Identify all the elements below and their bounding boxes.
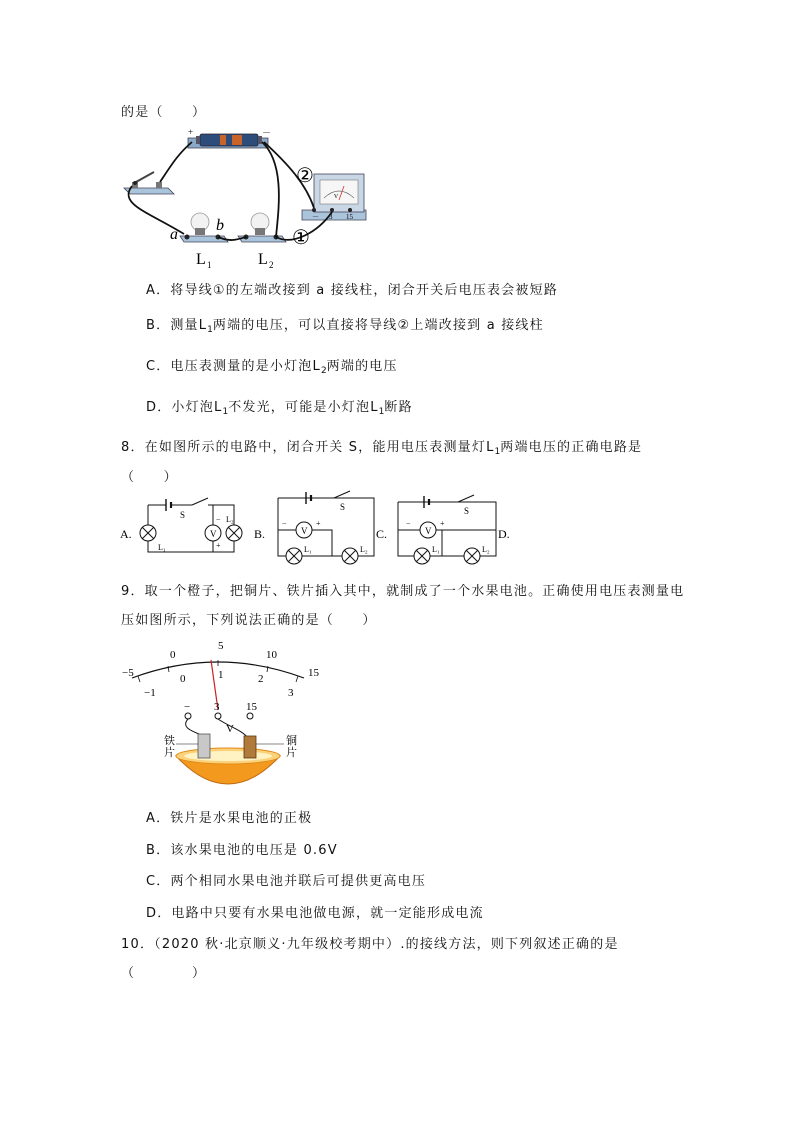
wire-1-label: ① — [292, 227, 310, 249]
q9-option-c: C．两个相同水果电池并联后可提供更高电压 — [146, 874, 427, 889]
lamp-l1-sub: 1 — [207, 260, 212, 270]
q8-blank: （ ） — [121, 470, 178, 485]
q8-c-l2-label: L₂ — [482, 545, 490, 554]
q7-option-c-l: L — [312, 359, 321, 374]
iron-label-top: 铁 — [164, 735, 175, 747]
q7-option-b-l: L — [198, 318, 208, 333]
q9-terminal-3: 3 — [214, 701, 220, 713]
q9-terminal-minus: − — [184, 701, 191, 713]
q8-b-switch-label: S — [340, 502, 346, 512]
q7-option-c — [146, 359, 398, 379]
dial-lower-tick-4: 3 — [288, 687, 294, 699]
q9-meter-letter: V — [226, 723, 234, 735]
q8-label-b: B. — [254, 527, 266, 541]
terminal-minus-post — [185, 713, 191, 719]
q8-b-meter-label: V — [301, 526, 308, 536]
q8-c-minus-label: − — [406, 519, 411, 528]
q8-a-l2-label: L₂ — [226, 515, 234, 524]
dial-upper-tick-1: 0 — [170, 649, 176, 661]
terminal-minus-label: － — [312, 213, 319, 221]
q8-b-l2-label: L₂ — [360, 545, 368, 554]
q10-blank: （ ） — [121, 966, 207, 981]
dial-lower-tick-3: 2 — [258, 673, 264, 685]
lamp-l2-sub: 2 — [269, 260, 274, 270]
q8-circuits-figure — [118, 490, 518, 572]
q7-option-d-pre: D．小灯泡 — [146, 400, 215, 415]
q8-circuits-svg — [118, 490, 518, 572]
q7-option-c-pre: C．电压表测量的是小灯泡 — [146, 359, 313, 374]
q8-label-a: A. — [120, 527, 132, 541]
voltmeter-letter: V — [333, 194, 339, 200]
battery-minus-label: － — [262, 128, 272, 138]
q8-b-l1-label: L₁ — [304, 545, 312, 554]
q9-stem-line2: 压如图所示，下列说法正确的是（ ） — [121, 613, 377, 628]
circuit-a — [140, 498, 242, 552]
q7-option-c-post: 两端的电压 — [326, 359, 398, 374]
q8-a-meter-label: V — [210, 529, 217, 539]
q8-stem-post: 两端电压的正确电路是 — [500, 440, 643, 455]
q7-option-a: A．将导线①的左端改接到 a 接线柱，闭合开关后电压表会被短路 — [146, 283, 558, 298]
dial-lower-tick-2: 1 — [218, 669, 224, 681]
dial-upper-tick-3: 10 — [266, 649, 277, 661]
battery-icon — [188, 134, 268, 148]
copper-label-bottom: 片 — [286, 747, 297, 759]
copper-label-top: 铜 — [286, 735, 297, 747]
q9-wire-left — [186, 719, 204, 736]
q7-option-d-l2: L — [370, 400, 379, 415]
q8-stem-l: L — [486, 440, 495, 455]
dial-lower-tick-1: 0 — [180, 673, 186, 685]
q8-stem — [121, 440, 642, 460]
q8-c-l1-label: L₁ — [432, 545, 440, 554]
q7-option-b-pre: B．测量 — [146, 318, 199, 333]
terminal-b-label: b — [216, 217, 224, 234]
terminal-15-label: 15 — [346, 213, 353, 221]
q7-circuit-figure — [118, 124, 378, 274]
q7-option-c-sub: 2 — [320, 366, 327, 376]
q9-terminal-15: 15 — [246, 701, 257, 713]
q9-stem-line1: 9．取一个橙子，把铜片、铁片插入其中，就制成了一个水果电池。正确使用电压表测量电 — [121, 584, 685, 599]
battery-plus-label: + — [188, 127, 194, 137]
dial-lower-tick-0: −1 — [144, 687, 156, 699]
q8-stem-sub: 1 — [494, 447, 501, 457]
q9-figure-svg — [118, 636, 338, 796]
q7-option-b-sub: 1 — [207, 325, 213, 335]
q7-option-b — [146, 318, 544, 338]
q10-stem: 10．（2020 秋·北京顺义·九年级校考期中）.的接线方法，则下列叙述正确的是 — [121, 937, 619, 952]
q7-option-d-post: 断路 — [384, 400, 413, 415]
q7-option-d-mid: 不发光，可能是小灯泡 — [228, 400, 371, 415]
q7-option-d — [146, 400, 413, 420]
terminal-15-post — [247, 713, 253, 719]
q8-c-plus-label: + — [440, 519, 445, 528]
q8-a-switch-label: S — [180, 510, 186, 520]
iron-label-bottom: 片 — [164, 747, 175, 759]
q9-option-b: B．该水果电池的电压是 0.6V — [146, 843, 338, 858]
lamp-l1-label: L — [196, 251, 206, 268]
q8-b-plus-label: + — [316, 519, 321, 528]
iron-plate-icon — [198, 734, 210, 758]
q7-option-d-l1: L — [214, 400, 223, 415]
wire-2-label: ② — [296, 165, 314, 187]
dial-upper-tick-4: 15 — [308, 667, 319, 679]
orange-icon — [176, 748, 280, 784]
q7-stem-tail: 的是（ ） — [121, 105, 207, 120]
q7-option-d-sub2: 1 — [378, 407, 385, 417]
lamp-l2-label: L — [258, 251, 268, 268]
q8-c-meter-label: V — [425, 526, 432, 536]
terminal-3-label: 3 — [329, 213, 333, 221]
terminal-a-label: a — [170, 226, 178, 243]
copper-plate-icon — [244, 736, 256, 758]
q9-fruit-battery-figure — [118, 636, 338, 796]
switch-icon — [124, 172, 174, 194]
q7-option-b-post: 两端的电压，可以直接将导线②上端改接到 a 接线柱 — [212, 318, 544, 333]
terminal-3-post — [215, 713, 221, 719]
q8-a-plus-label: + — [216, 541, 221, 550]
q8-stem-pre: 8．在如图所示的电路中，闭合开关 S，能用电压表测量灯 — [121, 440, 487, 455]
q7-circuit-svg — [118, 124, 378, 274]
q9-option-a: A．铁片是水果电池的正极 — [146, 811, 313, 826]
q8-a-minus-label: − — [216, 515, 221, 524]
dial-upper-tick-2: 5 — [218, 640, 224, 652]
q7-option-d-sub1: 1 — [222, 407, 229, 417]
q9-option-d: D．电路中只要有水果电池做电源，就一定能形成电流 — [146, 906, 484, 921]
q8-label-c: C. — [376, 527, 388, 541]
q8-b-minus-label: − — [282, 519, 287, 528]
q8-c-switch-label: S — [464, 506, 470, 516]
dial-upper-tick-0: −5 — [122, 667, 134, 679]
q8-a-l1-label: L₁ — [158, 543, 166, 552]
q8-label-d: D. — [498, 527, 510, 541]
